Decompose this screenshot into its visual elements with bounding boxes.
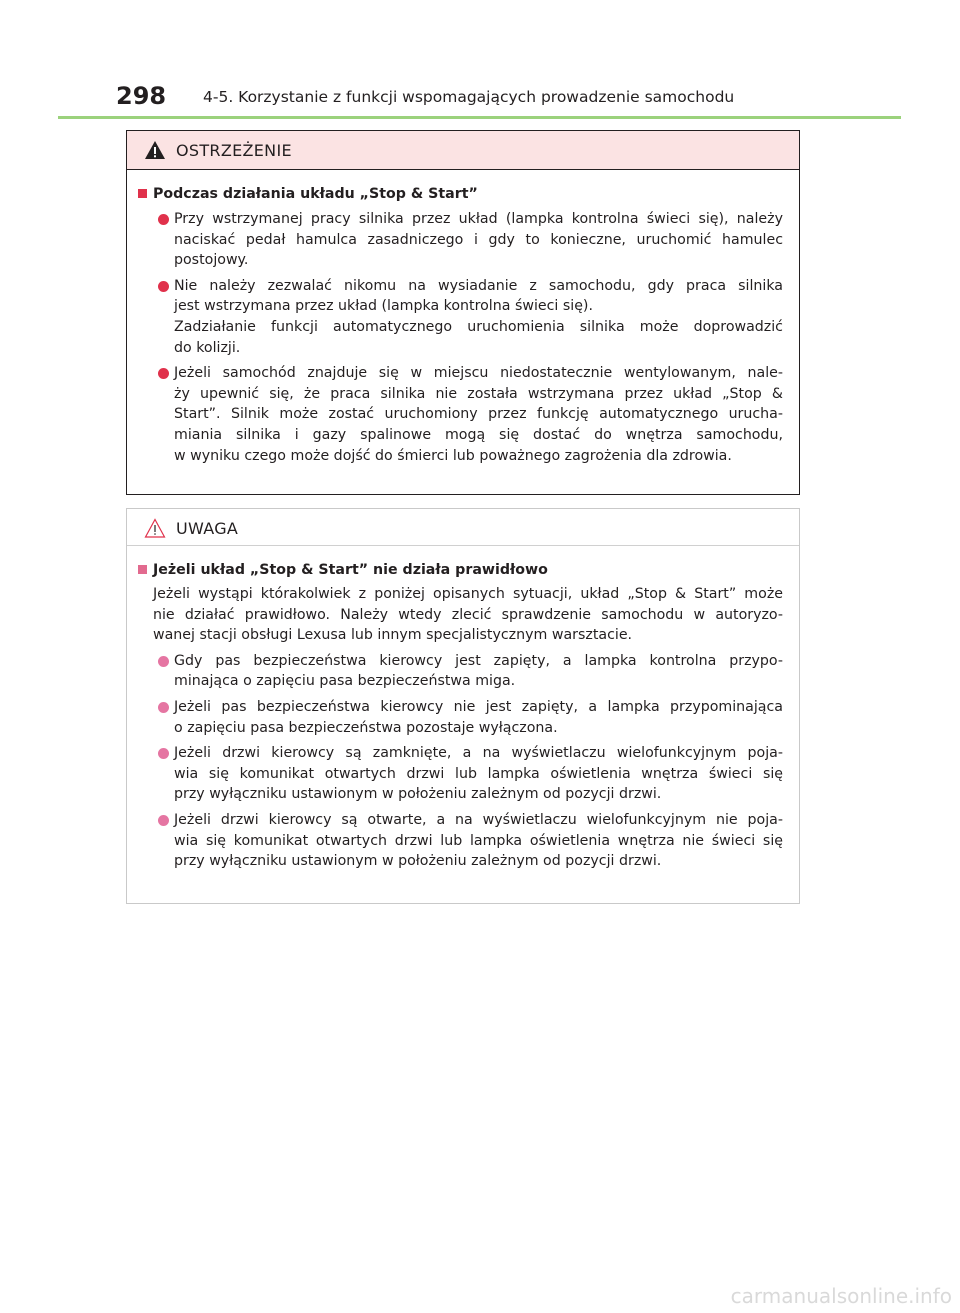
text-line: Jeżeli wystąpi którakolwiek z poniżej opisanych sytuacji, układ „Stop & Start” może xyxy=(153,586,783,602)
warning-content xyxy=(127,184,799,466)
bullet-dot-icon xyxy=(158,368,169,379)
text-line: do kolizji. xyxy=(174,339,241,356)
warning-section-title-text: Podczas działania układu „Stop & Start” xyxy=(153,186,478,202)
text-line: w wyniku czego może dojść do śmierci lub poważnego zagrożenia dla zdrowia. xyxy=(174,447,732,464)
bullet-dot-icon xyxy=(158,281,169,292)
warning-section-title xyxy=(136,184,783,204)
text-line: Jeżeli pas bezpieczeństwa kierowcy nie jest zapięty, a lampka przypominająca xyxy=(174,698,783,715)
text-line: nie działać prawidłowo. Należy wtedy zlecić sprawdzenie samochodu w autoryzo- xyxy=(153,606,783,623)
warning-bullet xyxy=(136,209,783,271)
text-line: przy wyłączniku ustawionym w położeniu zależnym od pozycji drzwi. xyxy=(174,786,662,803)
bullet-dot-icon xyxy=(158,702,169,713)
bullet-dot-icon xyxy=(158,748,169,759)
text-line: jest wstrzymana przez układ (lampka kontrolna świeci się). xyxy=(174,298,593,315)
section-square-icon xyxy=(138,565,147,574)
notice-section-title xyxy=(136,560,783,580)
text-line: wia się komunikat otwartych drzwi lub lampka oświetlenia wnętrza świeci się xyxy=(174,765,783,782)
text-line: Start”. Silnik może zostać uruchomiony przez funkcję automatycznego urucha- xyxy=(174,406,783,423)
text-line: przy wyłączniku ustawionym w położeniu zależnym od pozycji drzwi. xyxy=(174,853,662,870)
notice-box xyxy=(126,508,800,904)
notice-content xyxy=(127,560,799,872)
text-line: Jeżeli samochód znajduje się w miejscu niedostatecznie wentylowanym, nale- xyxy=(174,365,783,382)
warning-bullet xyxy=(136,363,783,466)
bullet-dot-icon xyxy=(158,656,169,667)
notice-box-header xyxy=(127,509,799,546)
warning-box-header xyxy=(127,131,799,170)
section-square-icon xyxy=(138,189,147,198)
text-line: wia się komunikat otwartych drzwi lub lampka oświetlenia wnętrza nie świeci się xyxy=(174,832,783,849)
caution-triangle-icon xyxy=(144,518,166,538)
notice-heading: UWAGA xyxy=(176,519,239,538)
text-line: Zadziałanie funkcji automatycznego uruchomienia silnika może doprowadzić xyxy=(174,318,783,335)
text-line: miania silnika i gazy spalinowe mogą się dostać do wnętrza samochodu, xyxy=(174,426,783,443)
text-line: Przy wstrzymanej pracy silnika przez układ (lampka kontrolna świeci się), należy xyxy=(174,211,783,227)
warning-triangle-icon xyxy=(144,140,166,160)
text-line: ży upewnić się, że praca silnika nie została wstrzymana przez układ „Stop & xyxy=(174,385,783,402)
text-line: minająca o zapięciu pasa bezpieczeństwa miga. xyxy=(174,673,516,690)
notice-bullet xyxy=(136,697,783,738)
page-number: 298 xyxy=(116,82,167,110)
notice-bullet xyxy=(136,743,783,805)
text-line: o zapięciu pasa bezpieczeństwa pozostaje wyłączona. xyxy=(174,719,558,736)
bullet-dot-icon xyxy=(158,815,169,826)
warning-heading: OSTRZEŻENIE xyxy=(176,141,292,160)
text-line: Nie należy zezwalać nikomu na wysiadanie z samochodu, gdy praca silnika xyxy=(174,277,783,294)
text-line: postojowy. xyxy=(174,252,249,269)
warning-bullet xyxy=(136,276,783,358)
text-line: Jeżeli drzwi kierowcy są otwarte, a na wyświetlaczu wielofunkcyjnym nie poja- xyxy=(174,811,783,828)
notice-bullet xyxy=(136,810,783,872)
text-line: Gdy pas bezpieczeństwa kierowcy jest zapięty, a lampka kontrolna przypo- xyxy=(174,652,783,669)
notice-intro xyxy=(136,584,783,646)
warning-box xyxy=(126,130,800,495)
chapter-title: 4-5. Korzystanie z funkcji wspomagających prowadzenie samochodu xyxy=(203,88,735,106)
notice-section-title-text: Jeżeli układ „Stop & Start” nie działa prawidłowo xyxy=(153,562,548,578)
text-line: Jeżeli drzwi kierowcy są zamknięte, a na wyświetlaczu wielofunkcyjnym poja- xyxy=(174,745,783,762)
site-watermark: carmanualsonline.info xyxy=(730,1284,952,1308)
text-line: wanej stacji obsługi Lexusa lub innym specjalistycznym warsztacie. xyxy=(153,627,633,644)
bullet-dot-icon xyxy=(158,214,169,225)
notice-bullet xyxy=(136,651,783,692)
page-header xyxy=(58,80,901,119)
text-line: naciskać pedał hamulca zasadniczego i gdy to konieczne, uruchomić hamulec xyxy=(174,231,783,248)
